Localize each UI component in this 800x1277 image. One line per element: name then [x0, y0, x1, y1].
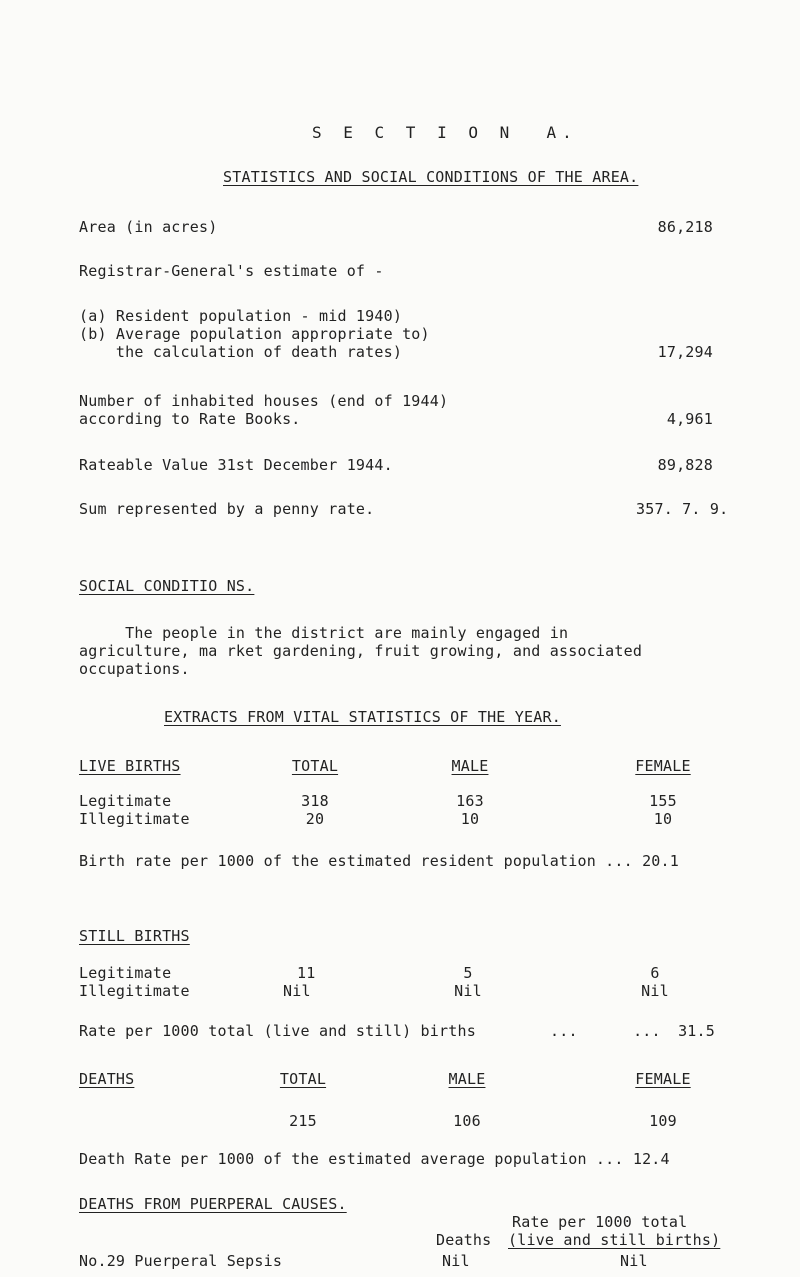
social-heading: SOCIAL CONDITIO NS. [79, 577, 255, 595]
puerperal-row-sepsis-rate: Nil [620, 1252, 648, 1270]
rateable-label: Rateable Value 31st December 1944. [79, 456, 393, 474]
puerperal-col-rate-2: (live and still births) [508, 1231, 721, 1249]
puerperal-row-sepsis-label: No.29 Puerperal Sepsis [79, 1252, 283, 1270]
live-births-header-male: MALE [451, 757, 489, 775]
still-illegitimate-label: Illegitimate [79, 982, 190, 1000]
still-legitimate-male: 5 [463, 964, 473, 982]
death-rate-line: Death Rate per 1000 of the estimated average population ... 12.4 [79, 1150, 670, 1168]
deaths-header-female: FEMALE [635, 1070, 691, 1088]
live-illegitimate-female: 10 [653, 810, 673, 828]
puerperal-col-rate-1: Rate per 1000 total [512, 1213, 688, 1231]
population-value: 17,294 [657, 343, 713, 361]
average-population-label-1: (b) Average population appropriate to) [79, 325, 430, 343]
still-illegitimate-female: Nil [641, 982, 669, 1000]
vital-heading: EXTRACTS FROM VITAL STATISTICS OF THE YEAR. [164, 708, 561, 726]
social-line-1: The people in the district are mainly engaged in [79, 624, 569, 642]
page-subtitle: STATISTICS AND SOCIAL CONDITIONS OF THE AREA. [223, 168, 639, 186]
still-illegitimate-male: Nil [454, 982, 482, 1000]
social-line-3: occupations. [79, 660, 190, 678]
houses-label-1: Number of inhabited houses (end of 1944) [79, 392, 449, 410]
live-illegitimate-male: 10 [460, 810, 480, 828]
houses-value: 4,961 [666, 410, 713, 428]
area-label: Area (in acres) [79, 218, 218, 236]
penny-rate-label: Sum represented by a penny rate. [79, 500, 375, 518]
live-illegitimate-label: Illegitimate [79, 810, 190, 828]
still-birth-rate-value: 31.5 [678, 1022, 715, 1040]
live-legitimate-female: 155 [649, 792, 677, 810]
still-births-heading: STILL BIRTHS [79, 927, 190, 945]
still-legitimate-label: Legitimate [79, 964, 172, 982]
live-legitimate-label: Legitimate [79, 792, 172, 810]
live-births-header-label: LIVE BIRTHS [79, 757, 181, 775]
deaths-header-label: DEATHS [79, 1070, 135, 1088]
penny-rate-value: 357. 7. 9. [636, 500, 729, 518]
live-legitimate-male: 163 [456, 792, 484, 810]
live-births-header-female: FEMALE [635, 757, 691, 775]
registrar-label: Registrar-General's estimate of - [79, 262, 384, 280]
live-legitimate-total: 318 [301, 792, 329, 810]
deaths-male: 106 [453, 1112, 481, 1130]
still-legitimate-female: 6 [650, 964, 660, 982]
puerperal-heading: DEATHS FROM PUERPERAL CAUSES. [79, 1195, 347, 1213]
live-illegitimate-total: 20 [305, 810, 325, 828]
live-births-header-total: TOTAL [291, 757, 339, 775]
puerperal-col-deaths: Deaths [436, 1231, 492, 1249]
birth-rate-line: Birth rate per 1000 of the estimated resident population ... 20.1 [79, 852, 679, 870]
still-legitimate-total: 11 [297, 964, 316, 982]
social-line-2: agriculture, ma rket gardening, fruit growing, and associated [79, 642, 643, 660]
still-birth-rate-label: Rate per 1000 total (live and still) births [79, 1022, 476, 1040]
section-title: S E C T I O N A. [312, 123, 578, 142]
rateable-value: 89,828 [657, 456, 713, 474]
deaths-female: 109 [649, 1112, 677, 1130]
houses-label-2: according to Rate Books. [79, 410, 301, 428]
deaths-header-male: MALE [448, 1070, 486, 1088]
resident-population-label: (a) Resident population - mid 1940) [79, 307, 403, 325]
area-value: 86,218 [657, 218, 713, 236]
deaths-total: 215 [289, 1112, 317, 1130]
puerperal-row-sepsis-deaths: Nil [442, 1252, 470, 1270]
still-birth-rate-dots: ... ... [550, 1022, 661, 1040]
average-population-label-2: the calculation of death rates) [79, 343, 403, 361]
deaths-header-total: TOTAL [279, 1070, 327, 1088]
still-illegitimate-total: Nil [283, 982, 311, 1000]
